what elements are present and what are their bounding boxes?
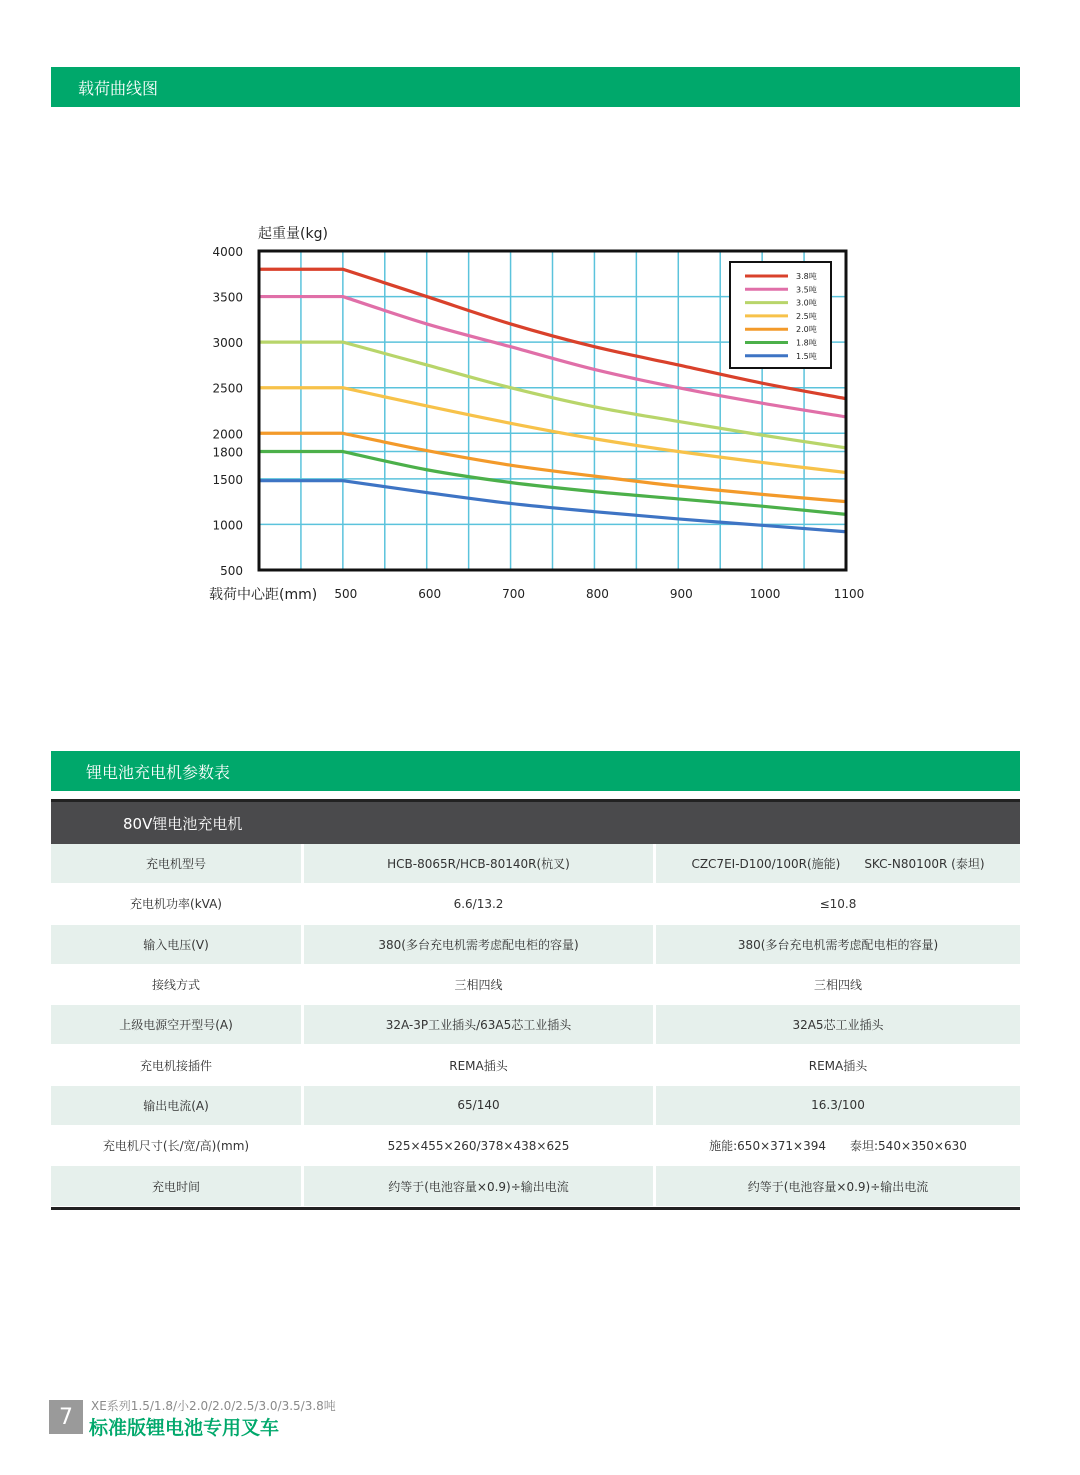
other-brand-value bbox=[656, 965, 1020, 1005]
table-row bbox=[51, 1086, 1020, 1126]
row-label: 充电时间 bbox=[51, 1166, 304, 1206]
y-tick-label: 2000 bbox=[212, 427, 243, 442]
other-brand-value bbox=[656, 844, 1020, 884]
x-axis-label: 载荷中心距(mm) bbox=[209, 587, 318, 603]
table-row bbox=[51, 884, 1020, 924]
other-brand-value-a: ≤10.8 bbox=[819, 896, 857, 911]
load-curve-chart bbox=[190, 215, 890, 615]
row-label: 充电机接插件 bbox=[51, 1045, 304, 1085]
section-title: 锂电池充电机参数表 bbox=[86, 762, 231, 782]
row-label: 充电机型号 bbox=[51, 844, 304, 884]
other-brand-value-b: SKC-N80100R (泰坦) bbox=[864, 857, 985, 872]
y-axis-label: 起重量(kg) bbox=[258, 226, 328, 242]
hangcha-value: 6.6/13.2 bbox=[304, 884, 656, 924]
legend-label: 1.5吨 bbox=[796, 351, 817, 361]
other-brand-value-a: 三相四线 bbox=[813, 978, 862, 993]
footer-title: 标准版锂电池专用叉车 bbox=[89, 1417, 280, 1439]
other-brand-value bbox=[656, 1086, 1020, 1126]
footer-series: XE系列1.5/1.8/小2.0/2.0/2.5/3.0/3.5/3.8吨 bbox=[91, 1399, 336, 1413]
legend-label: 1.8吨 bbox=[796, 338, 817, 348]
section-title: 载荷曲线图 bbox=[78, 78, 159, 98]
legend-label: 2.0吨 bbox=[796, 325, 817, 335]
row-label: 充电机功率(kVA) bbox=[51, 884, 304, 924]
other-brand-value-a: REMA插头 bbox=[808, 1058, 868, 1073]
y-tick-label: 1500 bbox=[212, 472, 243, 487]
other-brand-value bbox=[656, 1005, 1020, 1045]
x-tick-label: 800 bbox=[585, 587, 609, 601]
table-row bbox=[51, 1166, 1020, 1206]
table-row bbox=[51, 965, 1020, 1005]
table-row bbox=[51, 1005, 1020, 1045]
other-brand-value-a: 16.3/100 bbox=[811, 1098, 865, 1113]
section-header-load-curve bbox=[51, 67, 1020, 107]
hangcha-value: 380(多台充电机需考虑配电柜的容量) bbox=[304, 925, 656, 965]
row-label: 输入电压(V) bbox=[51, 925, 304, 965]
y-tick-label: 3000 bbox=[212, 336, 243, 351]
table-bottom-rule bbox=[51, 1207, 1020, 1210]
y-tick-label: 2500 bbox=[212, 381, 243, 396]
other-brand-value-b: 泰坦:540×350×630 bbox=[850, 1139, 967, 1154]
x-tick-label: 600 bbox=[418, 587, 442, 601]
other-brand-value bbox=[656, 1166, 1020, 1206]
other-brand-value bbox=[656, 1045, 1020, 1085]
legend-label: 3.8吨 bbox=[796, 272, 817, 281]
hangcha-value: 约等于(电池容量×0.9)÷输出电流 bbox=[304, 1166, 656, 1206]
table-row bbox=[51, 1126, 1020, 1166]
other-brand-value-a: CZC7EI-D100/100R(施能) bbox=[691, 857, 841, 872]
legend-label: 2.5吨 bbox=[796, 311, 817, 321]
y-tick-label: 3500 bbox=[212, 290, 243, 305]
row-label: 接线方式 bbox=[51, 965, 304, 1005]
row-label: 充电机尺寸(长/宽/高)(mm) bbox=[51, 1126, 304, 1166]
other-brand-value-a: 施能:650×371×394 bbox=[709, 1139, 826, 1154]
other-brand-value-a: 约等于(电池容量×0.9)÷输出电流 bbox=[747, 1179, 929, 1194]
y-tick-label: 500 bbox=[220, 564, 243, 578]
y-tick-label: 4000 bbox=[212, 245, 243, 259]
table-header bbox=[51, 799, 1020, 844]
other-brand-value bbox=[656, 1126, 1020, 1166]
hangcha-value: 525×455×260/378×438×625 bbox=[304, 1126, 656, 1166]
x-tick-label: 1000 bbox=[749, 587, 781, 601]
hangcha-value: REMA插头 bbox=[304, 1045, 656, 1085]
x-tick-label: 700 bbox=[502, 587, 526, 601]
table-row bbox=[51, 1045, 1020, 1085]
x-tick-label: 1100 bbox=[833, 587, 865, 601]
legend-label: 3.0吨 bbox=[796, 298, 817, 308]
y-tick-label: 1000 bbox=[212, 518, 243, 533]
x-tick-label: 500 bbox=[334, 587, 358, 601]
x-tick-label: 900 bbox=[669, 587, 693, 601]
hangcha-value: 32A-3P工业插头/63A5芯工业插头 bbox=[304, 1005, 656, 1045]
row-label: 输出电流(A) bbox=[51, 1086, 304, 1126]
hangcha-value: 三相四线 bbox=[304, 965, 656, 1005]
table-header-title: 80V锂电池充电机 bbox=[123, 814, 243, 833]
legend-label: 3.5吨 bbox=[796, 285, 817, 295]
page-number: 7 bbox=[49, 1400, 83, 1434]
other-brand-value-a: 380(多台充电机需考虑配电柜的容量) bbox=[737, 937, 939, 952]
hangcha-value: 65/140 bbox=[304, 1086, 656, 1126]
section-header-charger-params bbox=[51, 751, 1020, 791]
hangcha-value: HCB-8065R/HCB-80140R(杭叉) bbox=[304, 844, 656, 884]
table-row bbox=[51, 925, 1020, 965]
other-brand-value bbox=[656, 925, 1020, 965]
y-tick-label: 1800 bbox=[212, 445, 243, 460]
other-brand-value-a: 32A5芯工业插头 bbox=[792, 1018, 884, 1033]
row-label: 上级电源空开型号(A) bbox=[51, 1005, 304, 1045]
charger-parameter-table bbox=[51, 799, 1020, 1210]
other-brand-value bbox=[656, 884, 1020, 924]
table-row bbox=[51, 844, 1020, 884]
